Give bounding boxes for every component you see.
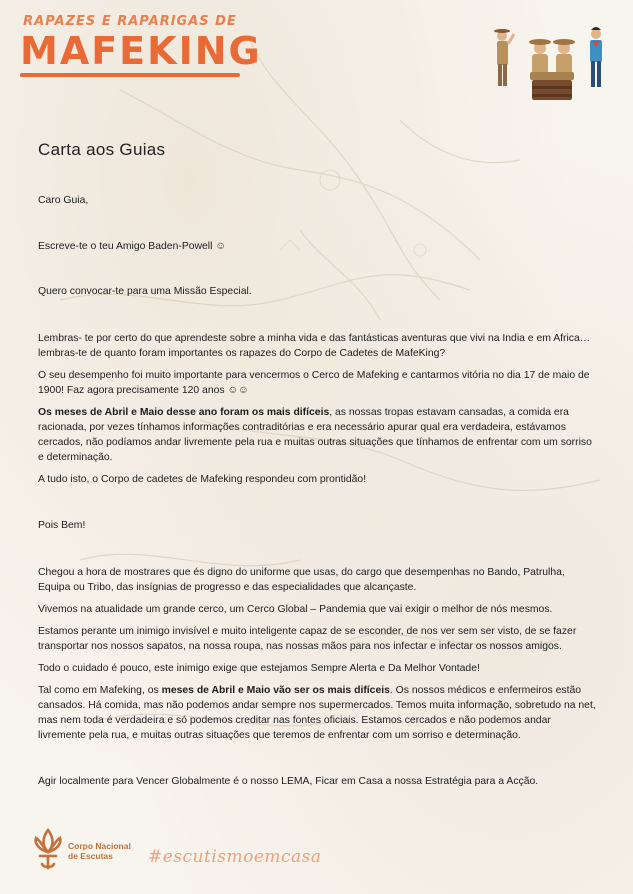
mafeking-logo xyxy=(20,14,262,77)
cadets-illustration xyxy=(488,14,616,106)
logo-title: MAFEKING xyxy=(20,29,262,73)
org-name-line2: de Escutas xyxy=(68,851,113,861)
greeting: Caro Guia, xyxy=(38,195,89,206)
letter-title: Carta aos Guias xyxy=(38,140,166,159)
months-paragraph xyxy=(38,405,598,465)
care-paragraph: Todo o cuidado é pouco, este inimigo exige que estejamos Sempre Alerta e Da Melhor Vontade! xyxy=(38,663,480,674)
like-bold-text: meses de Abril e Maio vão ser os mais difíceis xyxy=(161,685,390,696)
like-mafeking-paragraph xyxy=(38,683,598,743)
smiley-icons: ☺☺ xyxy=(227,385,249,396)
invite-paragraph: Quero convocar-te para uma Missão Especial. xyxy=(38,286,252,297)
org-name xyxy=(68,841,131,861)
org-name-line1: Corpo Nacional xyxy=(68,841,131,851)
logo-subtitle: RAPAZES E RAPARIGAS DE xyxy=(23,14,237,29)
response-paragraph: A tudo isto, o Corpo de cadetes de Mafeking respondeu com prontidão! xyxy=(38,474,367,485)
act-paragraph: Agir localmente para Vencer Globalmente é o nosso LEMA, Ficar em Casa a nossa Estratégia para a Acção. xyxy=(38,776,539,787)
siege-paragraph: Vivemos na atualidade um grande cerco, um Cerco Global – Pandemia que vai exigir o melhor de nós mesmos. xyxy=(38,604,553,615)
smiley-icon: ☺ xyxy=(215,241,226,252)
enemy-paragraph: Estamos perante um inimigo invisível e muito inteligente capaz de se esconder, de nos ver sem ser visto, de se fazer transportar nos nossos sapatos, na nossa roupa, nas nossas mãos para nos infectar e infectar os nossos amigos. xyxy=(38,626,577,652)
like-text: . Os nossos médicos e enfermeiros estão cansados. Há comida, mas não podemos andar sempre nos supermercados. Temos muita informação, sobretudo na net, mas nem toda é verdadeira e só podemos creditar nas fontes oficiais. Estamos cercados e não podemos andar livremente pela rua, e muitas outras situações que teremos de enfrentar com um sorriso e determinação. xyxy=(38,685,596,741)
remember-paragraph: Lembras- te por certo do que aprendeste sobre a minha vida e das fantásticas aventuras que vivi na India e em Africa… lembras-te de quanto foram importantes os rapazes do Corpo de Cadetes de MafeKing? xyxy=(38,333,591,359)
footer xyxy=(30,826,360,874)
intro-text: Escreve-te o teu Amigo Baden-Powell xyxy=(38,241,216,252)
intro-paragraph xyxy=(38,239,598,254)
months-text: , as nossas tropas estavam cansadas, a comida era racionada, por vezes tínhamos informações contraditórias e era necessário apurar qual era verdadeira, estávamos cercados, não podíamos andar livremente pela rua e muitas outras situações que tínhamos de enfrentar com um sorriso e determinação. xyxy=(38,407,592,463)
hashtag: #escutismoemcasa xyxy=(148,847,322,867)
time-paragraph: Chegou a hora de mostrares que és digno do uniforme que usas, do cargo que desempenhas no Bando, Patrulha, Equipa ou Tribo, das insígnias de progresso e das especialidades que alcançaste. xyxy=(38,567,565,593)
performance-text: O seu desempenho foi muito importante para vencermos o Cerco de Mafeking e cantarmos vitória no dia 17 de maio de 1900! Faz agora precisamente 120 anos xyxy=(38,370,590,396)
letter-body xyxy=(38,193,598,789)
well-paragraph: Pois Bem! xyxy=(38,520,86,531)
months-bold-text: Os meses de Abril e Maio desse ano foram os mais difíceis xyxy=(38,407,330,418)
logo-underline xyxy=(20,73,240,77)
like-prefix: Tal como em Mafeking, os xyxy=(38,685,162,696)
cne-fleur-de-lis-icon xyxy=(30,826,66,872)
performance-paragraph xyxy=(38,368,598,398)
